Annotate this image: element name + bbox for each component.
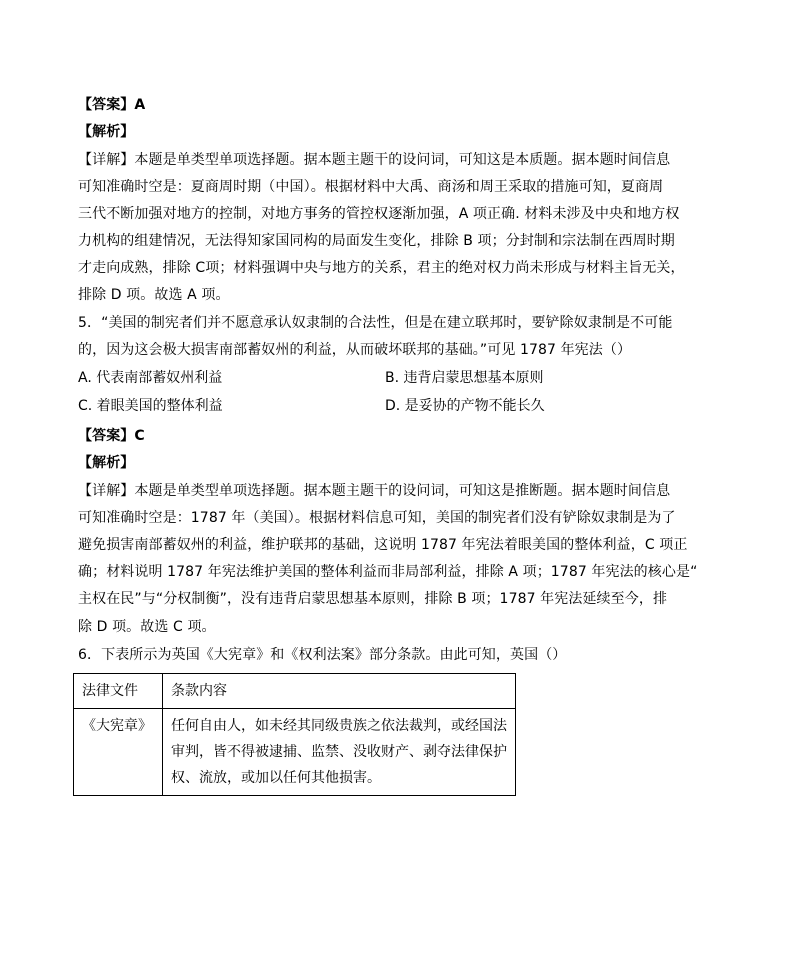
q5-detail-line: 可知准确时空是：1787 年（美国）。根据材料信息可知，美国的制宪者们没有铲除奴隶制是为了 [78, 510, 676, 526]
q5-analysis-label: 【解析】 [78, 455, 135, 471]
q5-detail-line: 【详解】本题是单类型单项选择题。据本题主题干的设问词，可知这是推断题。据本题时间信息 [78, 483, 671, 499]
q4-detail-line: 力机构的组建情况，无法得知家国同构的局面发生变化，排除 B 项；分封制和宗法制在西周时期 [78, 233, 675, 249]
q5-option-b: B. 违背启蒙思想基本原则 [385, 370, 544, 386]
q4-detail-line: 三代不断加强对地方的控制，对地方事务的管控权逐渐加强，A 项正确. 材料未涉及中央和地方权 [78, 206, 680, 222]
table-cell-document: 《大宪章》 [74, 709, 163, 796]
q4-detail-line: 排除 D 项。故选 A 项。 [78, 287, 230, 303]
clause-line: 权、流放，或加以任何其他损害。 [171, 770, 381, 786]
q5-answer: 【答案】C [78, 428, 145, 444]
q4-detail-line: 才走向成熟，排除 C项；材料强调中央与地方的关系，君主的绝对权力尚未形成与材料主旨无关， [78, 260, 685, 276]
table-header-law-document: 法律文件 [74, 674, 163, 709]
table-row [74, 709, 516, 796]
clauses-table [73, 673, 516, 796]
table-header-row [74, 674, 516, 709]
q4-analysis-label: 【解析】 [78, 124, 135, 140]
q6-stem: 6．下表所示为英国《大宪章》和《权利法案》部分条款。由此可知，英国（） [78, 647, 567, 663]
clause-line: 任何自由人，如未经其同级贵族之依法裁判，或经国法 [171, 718, 507, 734]
table-header-clause-content: 条款内容 [163, 674, 516, 709]
q4-detail-line: 【详解】本题是单类型单项选择题。据本题主题干的设问词，可知这是本质题。据本题时间信息 [78, 152, 671, 168]
q5-option-c: C. 着眼美国的整体利益 [78, 398, 223, 414]
q5-detail-line: 除 D 项。故选 C 项。 [78, 619, 216, 635]
q5-detail-line: 主权在民”与“分权制衡”，没有违背启蒙思想基本原则，排除 B 项；1787 年宪法延续至今，排 [78, 591, 668, 607]
q5-detail-line: 避免损害南部蓄奴州的利益，维护联邦的基础，这说明 1787 年宪法着眼美国的整体利益，C 项正 [78, 537, 688, 553]
q5-detail-line: 确；材料说明 1787 年宪法维护美国的整体利益而非局部利益，排除 A 项；1787 年宪法的核心是“ [78, 564, 698, 580]
q5-stem-line: 5．“美国的制宪者们并不愿意承认奴隶制的合法性，但是在建立联邦时，要铲除奴隶制是不可能 [78, 315, 673, 331]
q5-option-d: D. 是妥协的产物不能长久 [385, 398, 545, 414]
table-cell-clause [163, 709, 516, 796]
q4-answer: 【答案】A [78, 97, 146, 113]
clause-line: 审判，皆不得被逮捕、监禁、没收财产、剥夺法律保护 [171, 744, 507, 760]
q4-detail-line: 可知准确时空是：夏商周时期（中国）。根据材料中大禹、商汤和周王采取的措施可知，夏商周 [78, 179, 664, 195]
q5-stem-line: 的，因为这会极大损害南部蓄奴州的利益，从而破坏联邦的基础。”可见 1787 年宪法（） [78, 342, 632, 358]
q5-option-a: A. 代表南部蓄奴州利益 [78, 370, 223, 386]
